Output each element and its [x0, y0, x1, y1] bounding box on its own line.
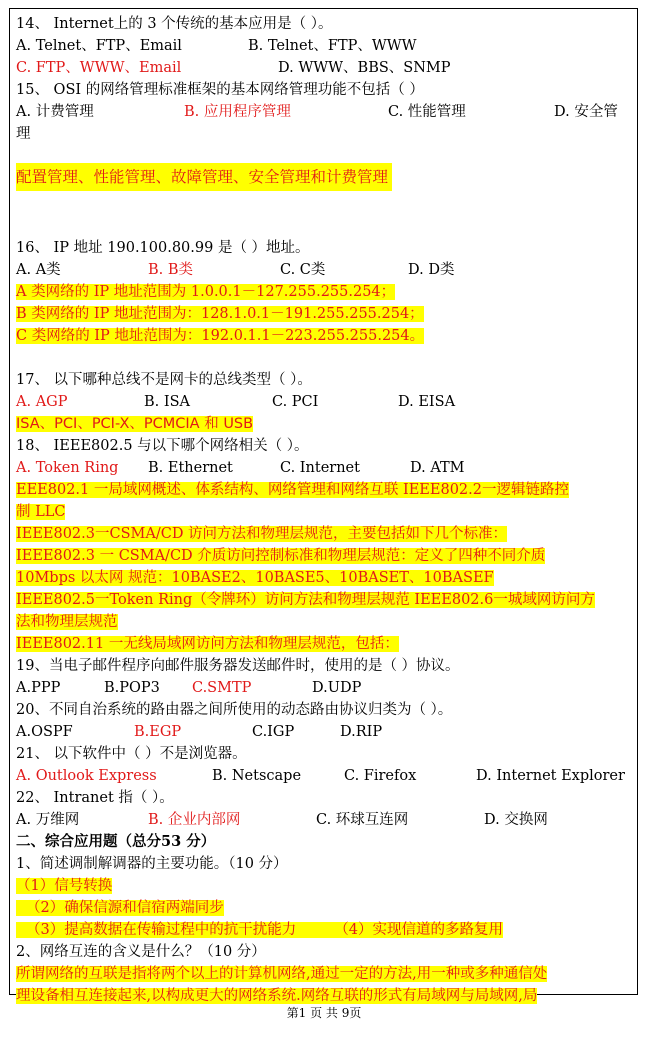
q14-options-row1: [16, 35, 631, 57]
q15-options: [16, 101, 631, 123]
q14-option-c-answer: C. FTP、WWW、Email: [16, 60, 182, 76]
q18-note-3: IEEE802.3一CSMA/CD 访问方法和物理层规范，主要包括如下几个标准：: [16, 526, 508, 542]
q20-option-a: A.OSPF: [16, 724, 73, 740]
q18-note-line-4: [16, 545, 631, 567]
q21-option-a-answer: A. Outlook Express: [16, 768, 157, 784]
q18-note-4: IEEE802.3 一 CSMA/CD 介质访问控制标准和物理层规范：定义了四种不同介质: [16, 548, 546, 564]
q15-option-d-wrap: 理: [16, 126, 31, 142]
q22-option-c: C. 环球互连网: [316, 812, 409, 828]
q14-option-b: B. Telnet、FTP、WWW: [248, 38, 417, 54]
q17-option-a-answer: A. AGP: [16, 394, 68, 410]
q16-option-c: C. C类: [280, 262, 326, 278]
q19-option-c-answer: C.SMTP: [192, 680, 252, 696]
q16-note-class-c: C 类网络的 IP 地址范围为：192.0.1.1－223.255.255.254。: [16, 328, 425, 344]
q16-note-class-a: A 类网络的 IP 地址范围为 1.0.0.1－127.255.255.254；: [16, 284, 396, 300]
q16-note-b-line: [16, 303, 631, 325]
app-q1-answer-4: （4）实现信道的多路复用: [334, 922, 503, 938]
section-heading: 二、综合应用题（总分53 分）: [16, 833, 216, 850]
q15-answer-note: 配置管理、性能管理、故障管理、安全管理和计费管理: [16, 163, 392, 191]
q21-options: [16, 765, 631, 787]
app-q2-answer-line-1: [16, 963, 631, 985]
q18-options: [16, 457, 631, 479]
q16-note-c-line: [16, 325, 631, 347]
app-q1-answer-3: （3）提高数据在传输过程中的抗干扰能力: [16, 922, 334, 938]
q18-note-1: EEE802.1 一局域网概述、体系结构、网络管理和网络互联 IEEE802.2一逻辑链路控: [16, 482, 569, 498]
q18-option-c: C. Internet: [280, 460, 360, 476]
q20-option-d: D.RIP: [340, 724, 383, 740]
q16-options: [16, 259, 631, 281]
q15-option-c: C. 性能管理: [388, 104, 466, 120]
q19-option-b: B.POP3: [104, 680, 160, 696]
q18-stem: 18、 IEEE802.5 与以下哪个网络相关（ ）。: [16, 438, 309, 454]
q22-options: [16, 809, 631, 831]
q15-note-line: [16, 163, 631, 191]
q22-option-a: A. 万维网: [16, 812, 80, 828]
q17-options: [16, 391, 631, 413]
q22-option-b-answer: B. 企业内部网: [148, 812, 241, 828]
q18-note-line-7: [16, 611, 631, 633]
q20-options: [16, 721, 631, 743]
q18-note-line-5: [16, 567, 631, 589]
q18-note-7: 法和物理层规范: [16, 614, 118, 630]
q22-stem: 22、 Intranet 指（ ）。: [16, 790, 174, 806]
app-q2-stem: 2、网络互连的含义是什么？（10 分）: [16, 944, 266, 960]
q18-note-line-3: [16, 523, 631, 545]
q18-note-line-2: [16, 501, 631, 523]
page-frame: [9, 8, 638, 1004]
q14-option-d: D. WWW、BBS、SNMP: [278, 60, 451, 76]
q18-option-b: B. Ethernet: [148, 460, 233, 476]
q21-stem: 21、 以下软件中（ ）不是浏览器。: [16, 746, 247, 762]
q16-option-d: D. D类: [408, 262, 455, 278]
q18-note-6: IEEE802.5一Token Ring（令牌环）访问方法和物理层规范 IEEE802.6一城域网访问方: [16, 592, 595, 608]
app-q1-answer-3-line: [16, 919, 631, 941]
q21-option-c: C. Firefox: [344, 768, 417, 784]
q18-note-line-1: [16, 479, 631, 501]
q16-note-class-b: B 类网络的 IP 地址范围为：128.1.0.1－191.255.255.254；: [16, 306, 424, 322]
q20-option-b-answer: B.EGP: [134, 724, 182, 740]
q16-note-a-line: [16, 281, 631, 303]
q19-option-a: A.PPP: [16, 680, 61, 696]
app-q1-answer-2-line: [16, 897, 631, 919]
q16-stem: 16、 IP 地址 190.100.80.99 是（ ）地址。: [16, 240, 310, 256]
q18-note-line-6: [16, 589, 631, 611]
app-q1-answer-1: （1）信号转换: [16, 878, 113, 894]
q18-option-a-answer: A. Token Ring: [16, 460, 119, 476]
app-q2-answer-1: 所谓网络的互联是指将两个以上的计算机网络,通过一定的方法,用一种或多种通信处: [16, 966, 548, 982]
q19-options: [16, 677, 631, 699]
q18-option-d: D. ATM: [410, 460, 465, 476]
q16-option-b-answer: B. B类: [148, 262, 194, 278]
q17-note-line: [16, 413, 631, 435]
q17-option-b: B. ISA: [144, 394, 191, 410]
q17-stem: 17、 以下哪种总线不是网卡的总线类型（ ）。: [16, 372, 312, 388]
q21-option-d: D. Internet Explorer: [476, 768, 625, 784]
q15-option-d: D. 安全管: [554, 104, 618, 120]
q15-stem: 15、 OSI 的网络管理标准框架的基本网络管理功能不包括（ ）: [16, 82, 424, 98]
q14-stem: 14、 Internet上的 3 个传统的基本应用是（ ）。: [16, 16, 333, 32]
q22-option-d: D. 交换网: [484, 812, 548, 828]
q17-answer-note: ISA、PCI、PCI-X、PCMCIA 和 USB: [16, 416, 254, 432]
q18-note-line-8: [16, 633, 631, 655]
q14-option-a: A. Telnet、FTP、Email: [16, 38, 182, 54]
app-q2-answer-2: 理设备相互连接起来,以构成更大的网络系统.网络互联的形式有局域网与局域网,局: [16, 988, 538, 1004]
q21-option-b: B. Netscape: [212, 768, 302, 784]
app-q1-answer-2: （2）确保信源和信宿两端同步: [16, 900, 224, 916]
q19-option-d: D.UDP: [312, 680, 362, 696]
q18-note-2: 制 LLC: [16, 504, 66, 520]
q20-option-c: C.IGP: [252, 724, 295, 740]
q14-options-row2: [16, 57, 631, 79]
q16-option-a: A. A类: [16, 262, 61, 278]
q17-option-c: C. PCI: [272, 394, 319, 410]
q19-stem: 19、当电子邮件程序向邮件服务器发送邮件时，使用的是（ ）协议。: [16, 658, 460, 674]
q20-stem: 20、不同自治系统的路由器之间所使用的动态路由协议归类为（ ）。: [16, 702, 453, 718]
q18-note-8: IEEE802.11 一无线局域网访问方法和物理层规范，包括：: [16, 636, 399, 652]
app-q1-stem: 1、简述调制解调器的主要功能。（10 分）: [16, 856, 288, 872]
app-q1-answer-1-line: [16, 875, 631, 897]
page-footer: 第1 页 共 9页: [286, 1006, 362, 1020]
q15-option-b-answer: B. 应用程序管理: [184, 104, 291, 120]
q17-option-d: D. EISA: [398, 394, 456, 410]
q18-note-5: 10Mbps 以太网 规范：10BASE2、10BASE5、10BASET、10BASEF: [16, 570, 494, 586]
q15-option-a: A. 计费管理: [16, 104, 94, 120]
